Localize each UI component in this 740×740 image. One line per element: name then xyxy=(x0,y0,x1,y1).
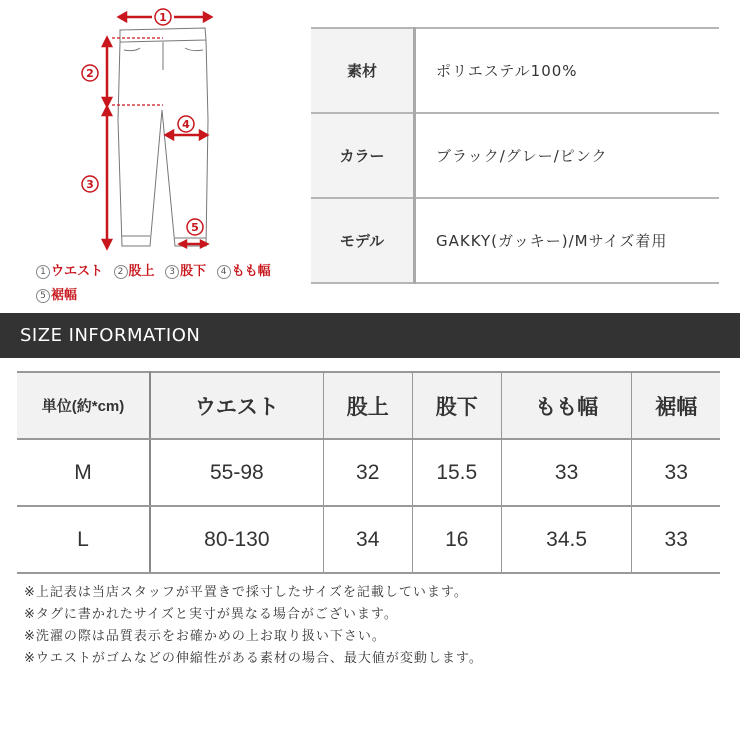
note: ※タグに書かれたサイズと実寸が異なる場合がございます。 xyxy=(24,607,398,622)
spec-row-model xyxy=(311,198,719,283)
size-table-header xyxy=(17,372,720,439)
cell: 34 xyxy=(323,506,412,573)
spec-key: モデル xyxy=(311,198,415,283)
legend-item: 5 裾幅 xyxy=(36,288,77,303)
header-waist: ウエスト xyxy=(150,372,323,439)
header-hem: 裾幅 xyxy=(632,372,720,439)
spec-key: 素材 xyxy=(311,28,415,113)
legend-item: 2 股上 xyxy=(114,264,155,279)
svg-text:3: 3 xyxy=(86,178,94,191)
size-table xyxy=(17,371,720,574)
spec-value: ブラック/グレー/ピンク xyxy=(415,113,720,198)
spec-row-color xyxy=(311,113,719,198)
svg-text:1: 1 xyxy=(159,11,167,24)
size-label: L xyxy=(17,506,150,573)
cell: 33 xyxy=(501,439,632,506)
cell: 80-130 xyxy=(150,506,323,573)
legend-item: 3 股下 xyxy=(165,264,206,279)
spec-key: カラー xyxy=(311,113,415,198)
cell: 55-98 xyxy=(150,439,323,506)
pants-measurement-diagram xyxy=(0,0,300,310)
pants-illustration-icon xyxy=(0,0,300,260)
spec-value: GAKKY(ガッキー)/Mサイズ着用 xyxy=(415,198,720,283)
table-row xyxy=(17,439,720,506)
header-inseam: 股下 xyxy=(412,372,501,439)
spec-row-material xyxy=(311,28,719,113)
size-notes xyxy=(24,582,483,670)
size-information-banner: SIZE INFORMATION xyxy=(0,313,740,358)
cell: 33 xyxy=(632,506,720,573)
cell: 15.5 xyxy=(412,439,501,506)
cell: 34.5 xyxy=(501,506,632,573)
cell: 32 xyxy=(323,439,412,506)
header-thigh: もも幅 xyxy=(501,372,632,439)
size-label: M xyxy=(17,439,150,506)
legend-item: 1 ウエスト xyxy=(36,264,103,279)
cell: 33 xyxy=(632,439,720,506)
spec-value: ポリエステル100% xyxy=(415,28,720,113)
note: ※上記表は当店スタッフが平置きで採寸したサイズを記載しています。 xyxy=(24,585,468,600)
svg-text:2: 2 xyxy=(86,67,94,80)
cell: 16 xyxy=(412,506,501,573)
header-rise: 股上 xyxy=(323,372,412,439)
note: ※ウエストがゴムなどの伸縮性がある素材の場合、最大値が変動します。 xyxy=(24,651,483,666)
table-row xyxy=(17,506,720,573)
header-unit: 単位(約*cm) xyxy=(17,372,150,439)
measurement-legend xyxy=(36,260,277,308)
note: ※洗濯の際は品質表示をお確かめの上お取り扱い下さい。 xyxy=(24,629,386,644)
svg-text:4: 4 xyxy=(182,118,190,131)
product-spec-table xyxy=(311,27,719,284)
svg-text:5: 5 xyxy=(191,221,199,234)
legend-item: 4 もも幅 xyxy=(217,264,271,279)
